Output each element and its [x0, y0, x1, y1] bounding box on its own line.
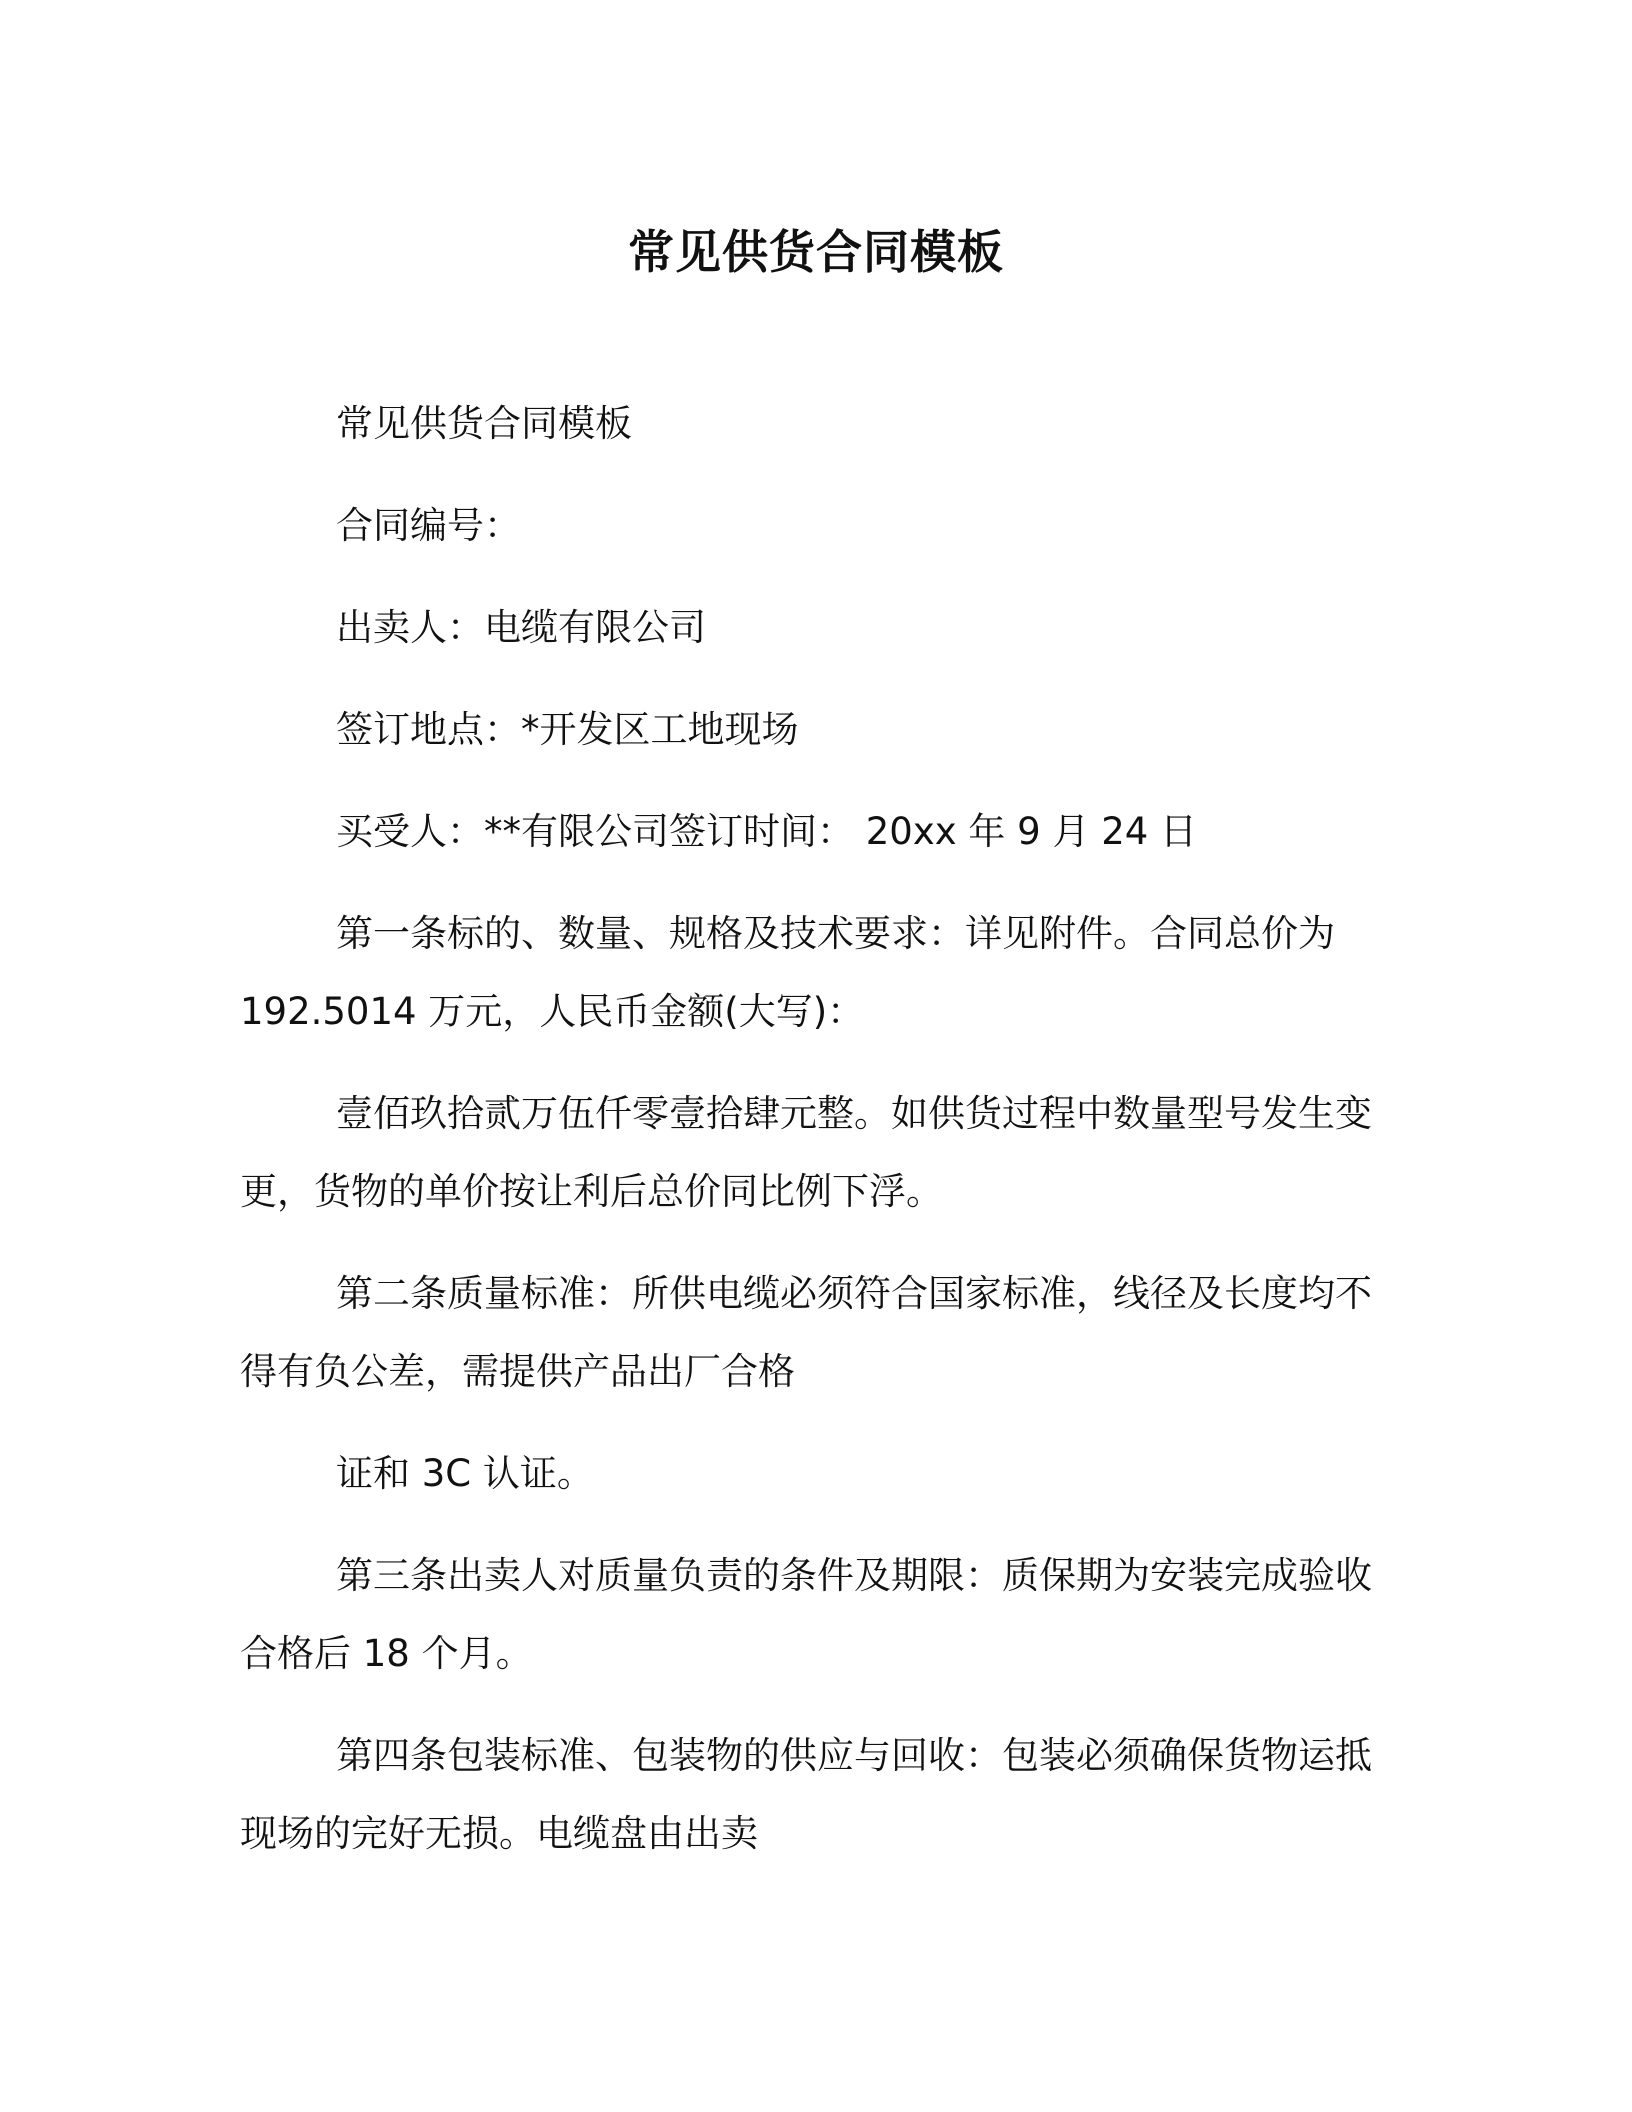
- paragraph-buyer-and-date: 买受人：**有限公司签订时间： 20xx 年 9 月 24 日: [336, 810, 1198, 853]
- paragraph-certification: 证和 3C 认证。: [336, 1452, 594, 1495]
- paragraph-amount-in-words: 壹佰玖拾贰万伍仟零壹拾肆元整。如供货过程中数量型号发生变更，货物的单价按让利后总价同比例下浮。: [240, 1092, 1372, 1213]
- paragraph-article-2: 第二条质量标准：所供电缆必须符合国家标准，线径及长度均不得有负公差，需提供产品出厂合格: [240, 1272, 1372, 1393]
- paragraph-article-1: 第一条标的、数量、规格及技术要求：详见附件。合同总价为 192.5014 万元，人民币金额(大写)：: [240, 912, 1335, 1033]
- paragraph-article-3: 第三条出卖人对质量负责的条件及期限：质保期为安装完成验收合格后 18 个月。: [240, 1554, 1372, 1675]
- paragraph-signing-place: 签订地点：*开发区工地现场: [336, 708, 799, 751]
- paragraph-article-4: 第四条包装标准、包装物的供应与回收：包装必须确保货物运抵现场的完好无损。电缆盘由出卖: [240, 1734, 1372, 1855]
- paragraph-contract-number: 合同编号：: [336, 504, 521, 547]
- paragraph-seller: 出卖人：电缆有限公司: [336, 606, 706, 649]
- paragraph-subtitle: 常见供货合同模板: [336, 402, 632, 445]
- document-body: [240, 385, 1390, 1897]
- document-title: 常见供货合同模板: [628, 225, 1004, 279]
